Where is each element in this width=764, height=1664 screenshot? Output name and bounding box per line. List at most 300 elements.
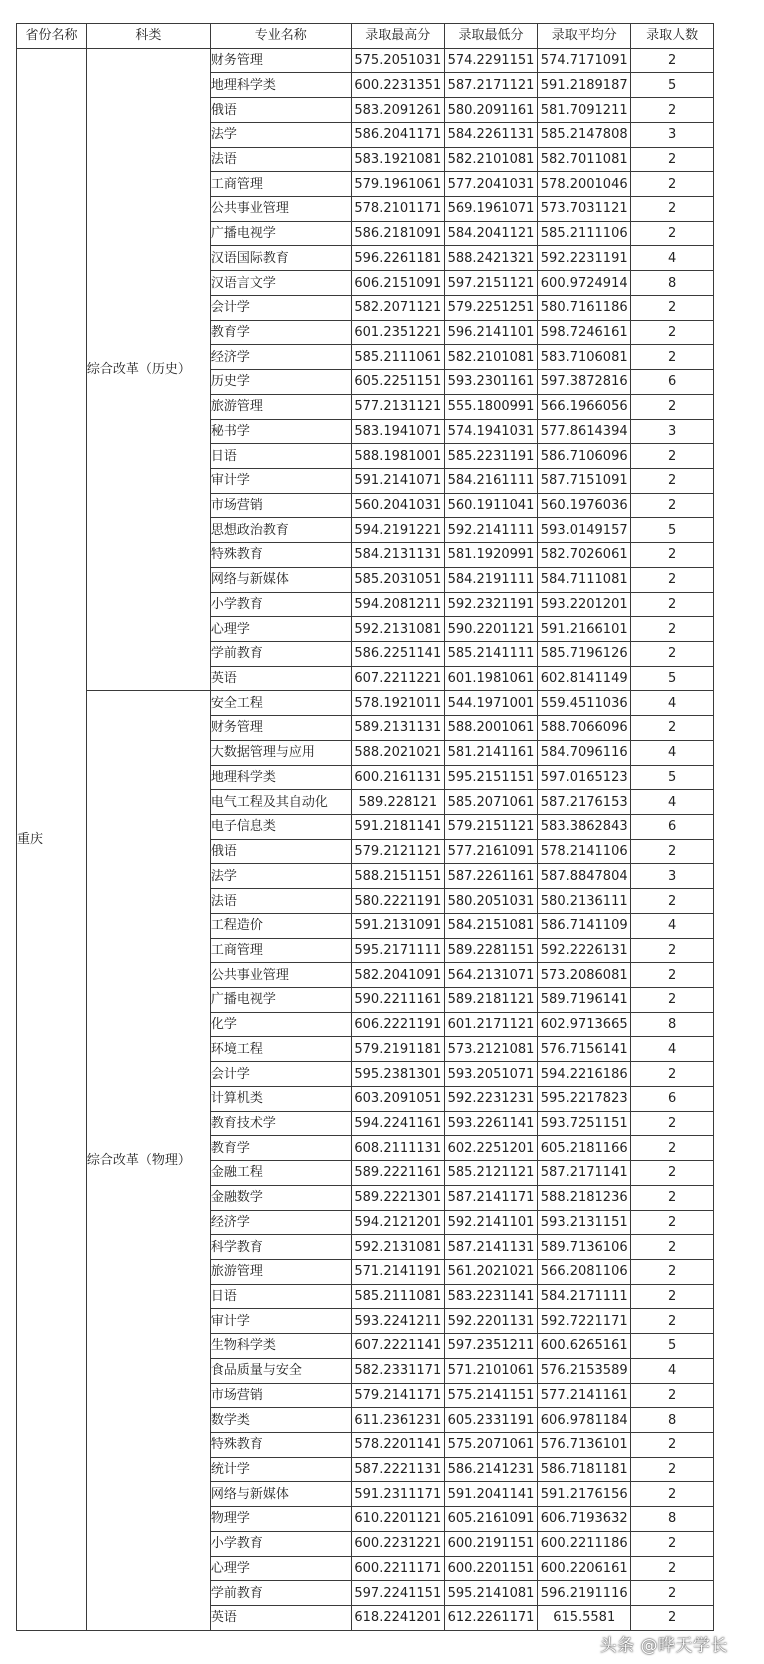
max-score-cell: 608.2111131 [351, 1136, 444, 1161]
avg-score-cell: 600.2211186 [538, 1531, 631, 1556]
count-cell: 4 [631, 913, 714, 938]
count-cell: 5 [631, 765, 714, 790]
avg-score-cell: 585.2111106 [538, 221, 631, 246]
max-score-cell: 592.2131081 [351, 1235, 444, 1260]
count-cell: 2 [631, 716, 714, 741]
avg-score-cell: 587.8847804 [538, 864, 631, 889]
max-score-cell: 589.2221161 [351, 1161, 444, 1186]
avg-score-cell: 596.2191116 [538, 1581, 631, 1606]
min-score-cell: 592.2141111 [444, 518, 537, 543]
min-score-cell: 580.2051031 [444, 889, 537, 914]
min-score-cell: 605.2331191 [444, 1408, 537, 1433]
min-score-cell: 592.2141101 [444, 1210, 537, 1235]
max-score-cell: 618.2241201 [351, 1606, 444, 1631]
header-count: 录取人数 [631, 24, 714, 49]
avg-score-cell: 578.2001046 [538, 172, 631, 197]
count-cell: 5 [631, 666, 714, 691]
count-cell: 2 [631, 295, 714, 320]
avg-score-cell: 582.7026061 [538, 543, 631, 568]
major-cell: 俄语 [210, 98, 351, 123]
max-score-cell: 583.2091261 [351, 98, 444, 123]
max-score-cell: 585.2111061 [351, 345, 444, 370]
major-cell: 食品质量与安全 [210, 1358, 351, 1383]
major-cell: 金融数学 [210, 1185, 351, 1210]
avg-score-cell: 585.7196126 [538, 641, 631, 666]
min-score-cell: 584.2261131 [444, 122, 537, 147]
max-score-cell: 610.2201121 [351, 1507, 444, 1532]
count-cell: 2 [631, 394, 714, 419]
major-cell: 统计学 [210, 1457, 351, 1482]
avg-score-cell: 578.2141106 [538, 839, 631, 864]
max-score-cell: 585.2031051 [351, 567, 444, 592]
min-score-cell: 544.1971001 [444, 691, 537, 716]
avg-score-cell: 584.7111081 [538, 567, 631, 592]
min-score-cell: 574.2291151 [444, 48, 537, 73]
count-cell: 2 [631, 197, 714, 222]
max-score-cell: 607.2221141 [351, 1334, 444, 1359]
count-cell: 2 [631, 1111, 714, 1136]
min-score-cell: 600.2201151 [444, 1556, 537, 1581]
major-cell: 旅游管理 [210, 394, 351, 419]
major-cell: 会计学 [210, 295, 351, 320]
count-cell: 4 [631, 691, 714, 716]
header-max-score: 录取最高分 [351, 24, 444, 49]
major-cell: 秘书学 [210, 419, 351, 444]
avg-score-cell: 586.7181181 [538, 1457, 631, 1482]
avg-score-cell: 591.2176156 [538, 1482, 631, 1507]
min-score-cell: 592.2201131 [444, 1309, 537, 1334]
avg-score-cell: 583.3862843 [538, 815, 631, 840]
max-score-cell: 606.2151091 [351, 271, 444, 296]
max-score-cell: 589.2131131 [351, 716, 444, 741]
table-header-row [17, 24, 714, 49]
min-score-cell: 585.2121121 [444, 1161, 537, 1186]
count-cell: 2 [631, 839, 714, 864]
max-score-cell: 589.228121 [351, 790, 444, 815]
min-score-cell: 592.2321191 [444, 592, 537, 617]
count-cell: 2 [631, 221, 714, 246]
table-row [17, 691, 714, 716]
min-score-cell: 587.2171121 [444, 73, 537, 98]
avg-score-cell: 592.2231191 [538, 246, 631, 271]
max-score-cell: 582.2071121 [351, 295, 444, 320]
min-score-cell: 588.2001061 [444, 716, 537, 741]
count-cell: 2 [631, 988, 714, 1013]
count-cell: 2 [631, 1581, 714, 1606]
avg-score-cell: 588.7066096 [538, 716, 631, 741]
min-score-cell: 569.1961071 [444, 197, 537, 222]
max-score-cell: 579.2141171 [351, 1383, 444, 1408]
count-cell: 5 [631, 1334, 714, 1359]
avg-score-cell: 573.2086081 [538, 963, 631, 988]
min-score-cell: 555.1800991 [444, 394, 537, 419]
min-score-cell: 612.2261171 [444, 1606, 537, 1631]
min-score-cell: 579.2151121 [444, 815, 537, 840]
avg-score-cell: 588.2181236 [538, 1185, 631, 1210]
count-cell: 2 [631, 938, 714, 963]
max-score-cell: 600.2231221 [351, 1531, 444, 1556]
avg-score-cell: 576.2153589 [538, 1358, 631, 1383]
header-major: 专业名称 [210, 24, 351, 49]
major-cell: 网络与新媒体 [210, 1482, 351, 1507]
count-cell: 3 [631, 864, 714, 889]
max-score-cell: 605.2251151 [351, 370, 444, 395]
max-score-cell: 590.2211161 [351, 988, 444, 1013]
avg-score-cell: 584.7096116 [538, 740, 631, 765]
max-score-cell: 578.2101171 [351, 197, 444, 222]
min-score-cell: 587.2141131 [444, 1235, 537, 1260]
major-cell: 财务管理 [210, 48, 351, 73]
max-score-cell: 580.2221191 [351, 889, 444, 914]
max-score-cell: 594.2241161 [351, 1111, 444, 1136]
count-cell: 2 [631, 567, 714, 592]
count-cell: 2 [631, 1482, 714, 1507]
avg-score-cell: 587.2176153 [538, 790, 631, 815]
min-score-cell: 575.2141151 [444, 1383, 537, 1408]
major-cell: 心理学 [210, 1556, 351, 1581]
count-cell: 2 [631, 1161, 714, 1186]
major-cell: 化学 [210, 1012, 351, 1037]
avg-score-cell: 615.5581 [538, 1606, 631, 1631]
major-cell: 物理学 [210, 1507, 351, 1532]
min-score-cell: 587.2261161 [444, 864, 537, 889]
avg-score-cell: 600.6265161 [538, 1334, 631, 1359]
avg-score-cell: 586.7106096 [538, 444, 631, 469]
avg-score-cell: 592.7221171 [538, 1309, 631, 1334]
max-score-cell: 586.2181091 [351, 221, 444, 246]
min-score-cell: 584.2041121 [444, 221, 537, 246]
min-score-cell: 564.2131071 [444, 963, 537, 988]
count-cell: 8 [631, 1507, 714, 1532]
count-cell: 4 [631, 246, 714, 271]
min-score-cell: 582.2101081 [444, 147, 537, 172]
min-score-cell: 582.2101081 [444, 345, 537, 370]
major-cell: 电子信息类 [210, 815, 351, 840]
count-cell: 6 [631, 1086, 714, 1111]
major-cell: 广播电视学 [210, 221, 351, 246]
min-score-cell: 601.2171121 [444, 1012, 537, 1037]
count-cell: 2 [631, 1136, 714, 1161]
min-score-cell: 580.2091161 [444, 98, 537, 123]
major-cell: 汉语国际教育 [210, 246, 351, 271]
major-cell: 审计学 [210, 1309, 351, 1334]
avg-score-cell: 602.8141149 [538, 666, 631, 691]
max-score-cell: 592.2131081 [351, 617, 444, 642]
major-cell: 广播电视学 [210, 988, 351, 1013]
major-cell: 电气工程及其自动化 [210, 790, 351, 815]
avg-score-cell: 592.2226131 [538, 938, 631, 963]
major-cell: 学前教育 [210, 1581, 351, 1606]
count-cell: 2 [631, 98, 714, 123]
major-cell: 英语 [210, 666, 351, 691]
min-score-cell: 587.2141171 [444, 1185, 537, 1210]
min-score-cell: 596.2141101 [444, 320, 537, 345]
avg-score-cell: 589.7196141 [538, 988, 631, 1013]
header-subject: 科类 [86, 24, 210, 49]
max-score-cell: 595.2171111 [351, 938, 444, 963]
major-cell: 公共事业管理 [210, 197, 351, 222]
avg-score-cell: 597.3872816 [538, 370, 631, 395]
avg-score-cell: 598.7246161 [538, 320, 631, 345]
count-cell: 4 [631, 740, 714, 765]
max-score-cell: 579.2121121 [351, 839, 444, 864]
count-cell: 2 [631, 889, 714, 914]
major-cell: 旅游管理 [210, 1259, 351, 1284]
max-score-cell: 591.2311171 [351, 1482, 444, 1507]
min-score-cell: 583.2231141 [444, 1284, 537, 1309]
max-score-cell: 589.2221301 [351, 1185, 444, 1210]
major-cell: 思想政治教育 [210, 518, 351, 543]
count-cell: 6 [631, 815, 714, 840]
major-cell: 历史学 [210, 370, 351, 395]
major-cell: 安全工程 [210, 691, 351, 716]
avg-score-cell: 566.1966056 [538, 394, 631, 419]
header-min-score: 录取最低分 [444, 24, 537, 49]
min-score-cell: 584.2161111 [444, 468, 537, 493]
avg-score-cell: 591.2189187 [538, 73, 631, 98]
count-cell: 2 [631, 48, 714, 73]
min-score-cell: 595.2151151 [444, 765, 537, 790]
header-avg-score: 录取平均分 [538, 24, 631, 49]
major-cell: 日语 [210, 444, 351, 469]
min-score-cell: 595.2141081 [444, 1581, 537, 1606]
major-cell: 生物科学类 [210, 1334, 351, 1359]
max-score-cell: 582.2041091 [351, 963, 444, 988]
major-cell: 汉语言文学 [210, 271, 351, 296]
min-score-cell: 588.2421321 [444, 246, 537, 271]
min-score-cell: 590.2201121 [444, 617, 537, 642]
major-cell: 教育学 [210, 320, 351, 345]
avg-score-cell: 593.0149157 [538, 518, 631, 543]
max-score-cell: 584.2131131 [351, 543, 444, 568]
major-cell: 特殊教育 [210, 1432, 351, 1457]
min-score-cell: 605.2161091 [444, 1507, 537, 1532]
avg-score-cell: 602.9713665 [538, 1012, 631, 1037]
min-score-cell: 600.2191151 [444, 1531, 537, 1556]
major-cell: 英语 [210, 1606, 351, 1631]
count-cell: 2 [631, 1284, 714, 1309]
avg-score-cell: 580.2136111 [538, 889, 631, 914]
max-score-cell: 600.2231351 [351, 73, 444, 98]
major-cell: 工商管理 [210, 938, 351, 963]
max-score-cell: 579.1961061 [351, 172, 444, 197]
count-cell: 5 [631, 518, 714, 543]
max-score-cell: 594.2121201 [351, 1210, 444, 1235]
count-cell: 2 [631, 444, 714, 469]
max-score-cell: 582.2331171 [351, 1358, 444, 1383]
min-score-cell: 584.2151081 [444, 913, 537, 938]
max-score-cell: 585.2111081 [351, 1284, 444, 1309]
avg-score-cell: 593.2131151 [538, 1210, 631, 1235]
major-cell: 小学教育 [210, 592, 351, 617]
max-score-cell: 571.2141191 [351, 1259, 444, 1284]
max-score-cell: 579.2191181 [351, 1037, 444, 1062]
min-score-cell: 601.1981061 [444, 666, 537, 691]
count-cell: 2 [631, 1062, 714, 1087]
count-cell: 2 [631, 345, 714, 370]
min-score-cell: 585.2071061 [444, 790, 537, 815]
min-score-cell: 593.2301161 [444, 370, 537, 395]
avg-score-cell: 576.7136101 [538, 1432, 631, 1457]
major-cell: 法语 [210, 889, 351, 914]
major-cell: 工程造价 [210, 913, 351, 938]
count-cell: 2 [631, 493, 714, 518]
avg-score-cell: 595.2217823 [538, 1086, 631, 1111]
major-cell: 地理科学类 [210, 765, 351, 790]
max-score-cell: 594.2081211 [351, 592, 444, 617]
count-cell: 2 [631, 1185, 714, 1210]
min-score-cell: 593.2261141 [444, 1111, 537, 1136]
max-score-cell: 593.2241211 [351, 1309, 444, 1334]
count-cell: 2 [631, 320, 714, 345]
avg-score-cell: 606.7193632 [538, 1507, 631, 1532]
max-score-cell: 578.1921011 [351, 691, 444, 716]
max-score-cell: 600.2161131 [351, 765, 444, 790]
major-cell: 教育技术学 [210, 1111, 351, 1136]
max-score-cell: 575.2051031 [351, 48, 444, 73]
avg-score-cell: 587.2171141 [538, 1161, 631, 1186]
count-cell: 3 [631, 419, 714, 444]
avg-score-cell: 580.7161186 [538, 295, 631, 320]
count-cell: 2 [631, 617, 714, 642]
avg-score-cell: 586.7141109 [538, 913, 631, 938]
major-cell: 计算机类 [210, 1086, 351, 1111]
max-score-cell: 607.2211221 [351, 666, 444, 691]
major-cell: 学前教育 [210, 641, 351, 666]
count-cell: 4 [631, 1358, 714, 1383]
max-score-cell: 586.2041171 [351, 122, 444, 147]
count-cell: 2 [631, 147, 714, 172]
min-score-cell: 586.2141231 [444, 1457, 537, 1482]
major-cell: 经济学 [210, 345, 351, 370]
avg-score-cell: 594.2216186 [538, 1062, 631, 1087]
major-cell: 教育学 [210, 1136, 351, 1161]
major-cell: 市场营销 [210, 1383, 351, 1408]
subject-cell: 综合改革（历史） [86, 48, 210, 691]
count-cell: 2 [631, 468, 714, 493]
avg-score-cell: 559.4511036 [538, 691, 631, 716]
major-cell: 心理学 [210, 617, 351, 642]
count-cell: 8 [631, 271, 714, 296]
min-score-cell: 581.2141161 [444, 740, 537, 765]
max-score-cell: 591.2141071 [351, 468, 444, 493]
avg-score-cell: 566.2081106 [538, 1259, 631, 1284]
min-score-cell: 589.2181121 [444, 988, 537, 1013]
major-cell: 会计学 [210, 1062, 351, 1087]
min-score-cell: 581.1920991 [444, 543, 537, 568]
min-score-cell: 592.2231231 [444, 1086, 537, 1111]
min-score-cell: 589.2281151 [444, 938, 537, 963]
max-score-cell: 595.2381301 [351, 1062, 444, 1087]
min-score-cell: 561.2021021 [444, 1259, 537, 1284]
count-cell: 2 [631, 1210, 714, 1235]
min-score-cell: 560.1911041 [444, 493, 537, 518]
count-cell: 2 [631, 1531, 714, 1556]
avg-score-cell: 597.0165123 [538, 765, 631, 790]
max-score-cell: 597.2241151 [351, 1581, 444, 1606]
count-cell: 2 [631, 1383, 714, 1408]
avg-score-cell: 605.2181166 [538, 1136, 631, 1161]
avg-score-cell: 593.2201201 [538, 592, 631, 617]
major-cell: 数学类 [210, 1408, 351, 1433]
major-cell: 公共事业管理 [210, 963, 351, 988]
header-province: 省份名称 [17, 24, 87, 49]
min-score-cell: 585.2231191 [444, 444, 537, 469]
major-cell: 财务管理 [210, 716, 351, 741]
major-cell: 大数据管理与应用 [210, 740, 351, 765]
max-score-cell: 591.2181141 [351, 815, 444, 840]
major-cell: 法语 [210, 147, 351, 172]
major-cell: 法学 [210, 122, 351, 147]
count-cell: 2 [631, 1556, 714, 1581]
avg-score-cell: 581.7091211 [538, 98, 631, 123]
max-score-cell: 601.2351221 [351, 320, 444, 345]
count-cell: 2 [631, 963, 714, 988]
avg-score-cell: 577.8614394 [538, 419, 631, 444]
max-score-cell: 560.2041031 [351, 493, 444, 518]
avg-score-cell: 577.2141161 [538, 1383, 631, 1408]
avg-score-cell: 576.7156141 [538, 1037, 631, 1062]
count-cell: 2 [631, 1432, 714, 1457]
major-cell: 小学教育 [210, 1531, 351, 1556]
min-score-cell: 573.2121081 [444, 1037, 537, 1062]
min-score-cell: 585.2141111 [444, 641, 537, 666]
max-score-cell: 603.2091051 [351, 1086, 444, 1111]
major-cell: 工商管理 [210, 172, 351, 197]
max-score-cell: 596.2261181 [351, 246, 444, 271]
max-score-cell: 588.2021021 [351, 740, 444, 765]
count-cell: 2 [631, 543, 714, 568]
max-score-cell: 578.2201141 [351, 1432, 444, 1457]
count-cell: 6 [631, 370, 714, 395]
count-cell: 5 [631, 73, 714, 98]
major-cell: 金融工程 [210, 1161, 351, 1186]
avg-score-cell: 573.7031121 [538, 197, 631, 222]
avg-score-cell: 560.1976036 [538, 493, 631, 518]
count-cell: 8 [631, 1012, 714, 1037]
admission-score-table [16, 23, 714, 1631]
max-score-cell: 600.2211171 [351, 1556, 444, 1581]
avg-score-cell: 584.2171111 [538, 1284, 631, 1309]
major-cell: 俄语 [210, 839, 351, 864]
major-cell: 特殊教育 [210, 543, 351, 568]
max-score-cell: 586.2251141 [351, 641, 444, 666]
major-cell: 日语 [210, 1284, 351, 1309]
avg-score-cell: 591.2166101 [538, 617, 631, 642]
province-cell: 重庆 [17, 48, 87, 1630]
min-score-cell: 577.2041031 [444, 172, 537, 197]
major-cell: 地理科学类 [210, 73, 351, 98]
subject-cell: 综合改革（物理） [86, 691, 210, 1630]
min-score-cell: 591.2041141 [444, 1482, 537, 1507]
min-score-cell: 571.2101061 [444, 1358, 537, 1383]
max-score-cell: 587.2221131 [351, 1457, 444, 1482]
max-score-cell: 611.2361231 [351, 1408, 444, 1433]
avg-score-cell: 585.2147808 [538, 122, 631, 147]
major-cell: 网络与新媒体 [210, 567, 351, 592]
major-cell: 环境工程 [210, 1037, 351, 1062]
count-cell: 4 [631, 790, 714, 815]
avg-score-cell: 582.7011081 [538, 147, 631, 172]
major-cell: 法学 [210, 864, 351, 889]
min-score-cell: 577.2161091 [444, 839, 537, 864]
avg-score-cell: 574.7171091 [538, 48, 631, 73]
max-score-cell: 583.1941071 [351, 419, 444, 444]
table-row [17, 48, 714, 73]
avg-score-cell: 583.7106081 [538, 345, 631, 370]
min-score-cell: 597.2351211 [444, 1334, 537, 1359]
max-score-cell: 588.2151151 [351, 864, 444, 889]
